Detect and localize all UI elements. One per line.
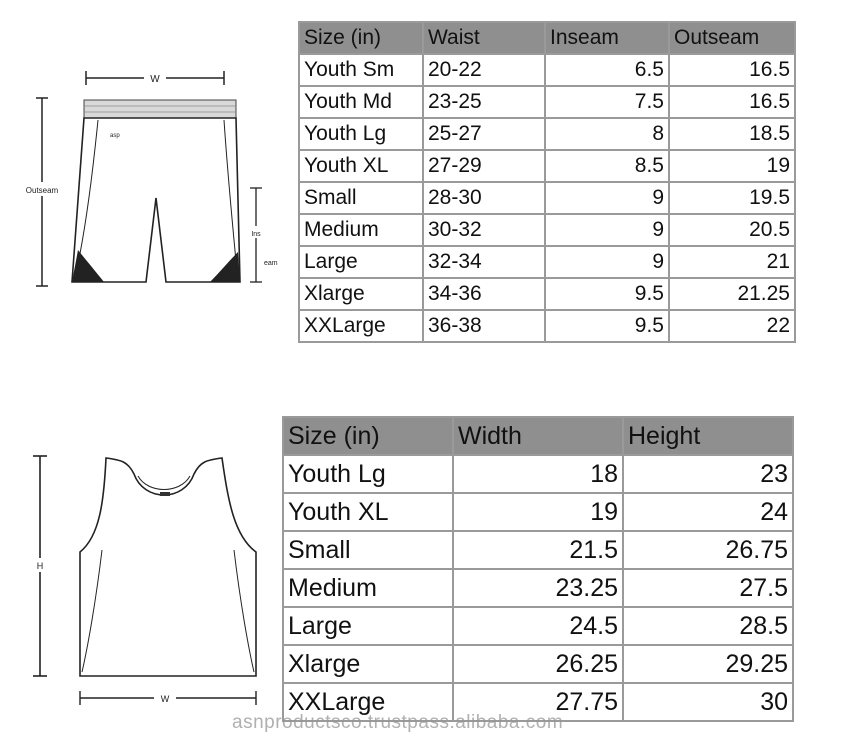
shorts-size-cell: Youth Md [299,86,423,118]
shorts-inseam-cell: 8 [545,118,669,150]
shorts-waist-cell: 30-32 [423,214,545,246]
jersey-width-cell: 21.5 [453,531,623,569]
shorts-inseam-cell: 9 [545,214,669,246]
shorts-waist-cell: 23-25 [423,86,545,118]
shorts-size-cell: Large [299,246,423,278]
shorts-size-cell: Youth Lg [299,118,423,150]
shorts-outseam-cell: 21 [669,246,795,278]
shorts-outseam-cell: 16.5 [669,86,795,118]
shorts-header-waist: Waist [423,22,545,54]
shorts-outseam-cell: 21.25 [669,278,795,310]
shorts-logo-mark: asp [110,133,120,139]
shorts-outseam-label: Outseam [25,186,59,195]
shorts-waist-cell: 25-27 [423,118,545,150]
table-row [299,278,795,310]
shorts-waist-cell: 34-36 [423,278,545,310]
shorts-waist-cell: 28-30 [423,182,545,214]
shorts-header-inseam: Inseam [545,22,669,54]
jersey-header-size: Size (in) [283,417,453,455]
jersey-width-cell: 23.25 [453,569,623,607]
shorts-waist-cell: 27-29 [423,150,545,182]
shorts-diagram [14,60,284,300]
jersey-size-cell: XXLarge [283,683,453,721]
jersey-height-cell: 23 [623,455,793,493]
shorts-waist-cell: 36-38 [423,310,545,342]
jersey-width-cell: 19 [453,493,623,531]
jersey-header-width: Width [453,417,623,455]
shorts-size-cell: Xlarge [299,278,423,310]
jersey-header-row [283,417,793,455]
shorts-inseam-cell: 7.5 [545,86,669,118]
shorts-inseam-cell: 9 [545,246,669,278]
table-row [283,493,793,531]
jersey-width-cell: 24.5 [453,607,623,645]
shorts-outseam-cell: 22 [669,310,795,342]
jersey-height-cell: 26.75 [623,531,793,569]
jersey-size-cell: Large [283,607,453,645]
jersey-size-cell: Small [283,531,453,569]
shorts-size-cell: Small [299,182,423,214]
table-row [299,310,795,342]
table-row [283,531,793,569]
table-row [299,150,795,182]
jersey-height-cell: 24 [623,493,793,531]
table-row [283,455,793,493]
jersey-width-cell: 18 [453,455,623,493]
table-row [299,214,795,246]
table-row [283,645,793,683]
shorts-outseam-cell: 20.5 [669,214,795,246]
jersey-height-cell: 29.25 [623,645,793,683]
table-row [283,569,793,607]
shorts-inseam-cell: 6.5 [545,54,669,86]
shorts-size-cell: Youth XL [299,150,423,182]
shorts-inseam-label-tail: eam [264,260,278,267]
table-row [299,182,795,214]
jersey-height-cell: 28.5 [623,607,793,645]
shorts-outseam-cell: 19.5 [669,182,795,214]
jersey-height-label: H [36,561,44,571]
shorts-outseam-cell: 16.5 [669,54,795,86]
shorts-outseam-cell: 18.5 [669,118,795,150]
jersey-size-cell: Medium [283,569,453,607]
shorts-waist-cell: 32-34 [423,246,545,278]
jersey-width-label: W [160,694,170,704]
shorts-inseam-cell: 9.5 [545,278,669,310]
table-row [299,54,795,86]
shorts-size-table [298,21,796,343]
shorts-waist-cell: 20-22 [423,54,545,86]
shorts-outseam-cell: 19 [669,150,795,182]
jersey-width-cell: 26.25 [453,645,623,683]
shorts-header-outseam: Outseam [669,22,795,54]
jersey-size-cell: Youth Lg [283,455,453,493]
shorts-header-size: Size (in) [299,22,423,54]
table-row [299,86,795,118]
shorts-size-cell: Youth Sm [299,54,423,86]
shorts-inseam-cell: 9 [545,182,669,214]
table-row [283,607,793,645]
jersey-header-height: Height [623,417,793,455]
shorts-size-cell: Medium [299,214,423,246]
shorts-size-cell: XXLarge [299,310,423,342]
jersey-size-cell: Xlarge [283,645,453,683]
table-row [299,246,795,278]
jersey-width-cell: 27.75 [453,683,623,721]
shorts-header-row [299,22,795,54]
shorts-inseam-cell: 9.5 [545,310,669,342]
jersey-height-cell: 30 [623,683,793,721]
jersey-height-cell: 27.5 [623,569,793,607]
table-row [299,118,795,150]
watermark-text: asnproductsco.trustpass.alibaba.com [232,712,564,733]
jersey-diagram [22,440,272,720]
shorts-width-label: W [150,74,160,85]
jersey-size-cell: Youth XL [283,493,453,531]
jersey-size-table [282,416,794,722]
shorts-inseam-cell: 8.5 [545,150,669,182]
shorts-inseam-label: Ins [251,231,261,238]
